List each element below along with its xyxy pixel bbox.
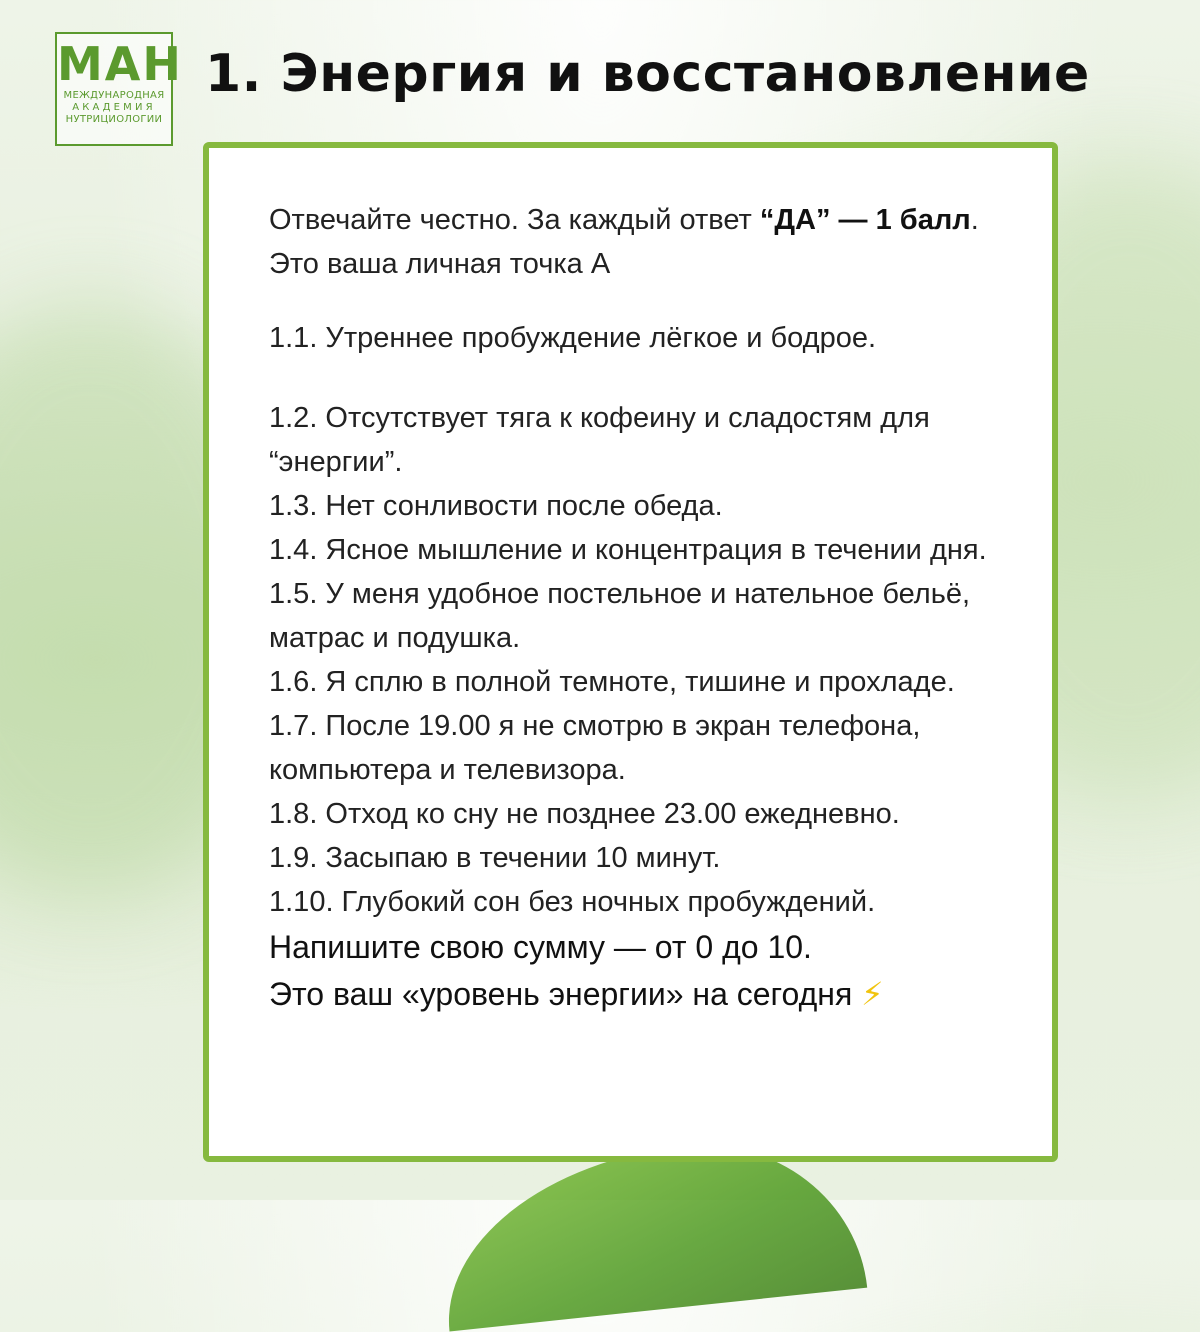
logo-mark: МАН xyxy=(57,37,183,91)
question-item: 1.1. Утреннее пробуждение лёгкое и бодрое. xyxy=(269,322,877,354)
question-item: 1.5. У меня удобное постельное и нательное бельё, матрас и подушка. xyxy=(269,578,970,654)
logo-line-2: АКАДЕМИЯ xyxy=(72,102,156,113)
question-item: 1.2. Отсутствует тяга к кофеину и сладостям для “энергии”. xyxy=(269,402,930,478)
sum-instruction: Напишите свою сумму — от 0 до 10. xyxy=(269,929,812,965)
intro-part-2: . Это ваша личная точка А xyxy=(269,204,979,280)
lightning-icon: ⚡ xyxy=(861,976,884,1012)
question-item: 1.10. Глубокий сон без ночных пробуждений. xyxy=(269,886,876,918)
question-item: 1.6. Я сплю в полной темноте, тишине и прохладе. xyxy=(269,666,955,698)
page-title: 1. Энергия и восстановление xyxy=(205,44,1090,104)
questionnaire-card xyxy=(203,142,1058,1162)
energy-level-label: Это ваш «уровень энергии» на сегодня xyxy=(269,976,853,1012)
logo xyxy=(55,32,183,146)
intro-part-1: Отвечайте честно. За каждый ответ xyxy=(269,204,760,236)
question-item: 1.7. После 19.00 я не смотрю в экран телефона, компьютера и телевизора. xyxy=(269,710,921,786)
question-item: 1.8. Отход ко сну не позднее 23.00 ежедневно. xyxy=(269,798,900,830)
question-item: 1.4. Ясное мышление и концентрация в течении дня. xyxy=(269,534,987,566)
intro-bold: “ДА” — 1 балл xyxy=(759,204,971,236)
energy-level-text xyxy=(269,971,1012,1018)
intro-text xyxy=(269,198,1012,286)
question-item: 1.3. Нет сонливости после обеда. xyxy=(269,490,723,522)
logo-line-1: МЕЖДУНАРОДНАЯ xyxy=(63,90,165,101)
logo-line-3: НУТРИЦИОЛОГИИ xyxy=(65,114,163,125)
question-item: 1.9. Засыпаю в течении 10 минут. xyxy=(269,842,721,874)
